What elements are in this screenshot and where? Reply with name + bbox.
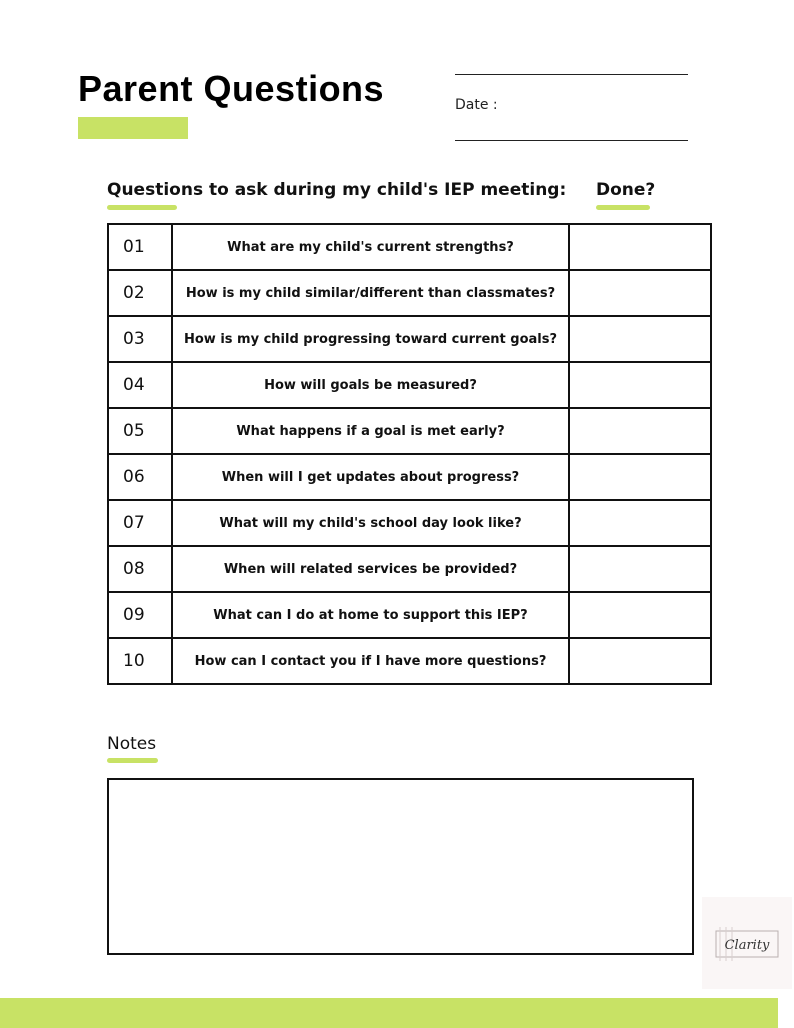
question-text: How is my child progressing toward current goals?: [172, 316, 569, 362]
table-row: [108, 454, 711, 500]
question-text: What are my child's current strengths?: [172, 224, 569, 270]
question-text: What will my child's school day look like?: [172, 500, 569, 546]
logo-text: Clarity: [724, 938, 770, 953]
clarity-logo-icon: [702, 897, 792, 989]
date-top-line: [455, 74, 688, 75]
clarity-logo-mark: [712, 923, 782, 963]
done-checkbox-cell[interactable]: [569, 546, 711, 592]
table-row: [108, 270, 711, 316]
done-checkbox-cell[interactable]: [569, 638, 711, 684]
done-checkbox-cell[interactable]: [569, 454, 711, 500]
table-row: [108, 362, 711, 408]
question-text: When will related services be provided?: [172, 546, 569, 592]
done-heading: Done?: [596, 180, 656, 200]
question-number: 01: [108, 224, 172, 270]
question-number: 02: [108, 270, 172, 316]
question-number: 06: [108, 454, 172, 500]
table-row: [108, 316, 711, 362]
question-text: What can I do at home to support this IEP?: [172, 592, 569, 638]
done-checkbox-cell[interactable]: [569, 362, 711, 408]
notes-label: Notes: [107, 734, 157, 754]
table-row: [108, 224, 711, 270]
done-checkbox-cell[interactable]: [569, 316, 711, 362]
question-text: When will I get updates about progress?: [172, 454, 569, 500]
table-row: [108, 546, 711, 592]
done-checkbox-cell[interactable]: [569, 408, 711, 454]
question-number: 05: [108, 408, 172, 454]
question-text: What happens if a goal is met early?: [172, 408, 569, 454]
table-row: [108, 500, 711, 546]
date-label: Date :: [455, 97, 498, 113]
done-checkbox-cell[interactable]: [569, 500, 711, 546]
done-checkbox-cell[interactable]: [569, 224, 711, 270]
table-row: [108, 638, 711, 684]
done-checkbox-cell[interactable]: [569, 592, 711, 638]
done-checkbox-cell[interactable]: [569, 270, 711, 316]
question-number: 09: [108, 592, 172, 638]
questions-heading-underline: [107, 205, 177, 210]
questions-heading: Questions to ask during my child's IEP meeting:: [107, 180, 567, 200]
question-text: How can I contact you if I have more questions?: [172, 638, 569, 684]
date-field-line[interactable]: [455, 140, 688, 141]
question-text: How is my child similar/different than classmates?: [172, 270, 569, 316]
notes-box[interactable]: [107, 778, 694, 955]
question-number: 03: [108, 316, 172, 362]
notes-label-underline: [107, 758, 158, 763]
questions-table: [107, 223, 712, 685]
question-number: 10: [108, 638, 172, 684]
question-number: 08: [108, 546, 172, 592]
question-number: 07: [108, 500, 172, 546]
page-title: Parent Questions: [78, 68, 385, 109]
question-text: How will goals be measured?: [172, 362, 569, 408]
table-row: [108, 408, 711, 454]
footer-accent-bar: [0, 998, 778, 1028]
table-row: [108, 592, 711, 638]
title-accent-bar: [78, 117, 188, 139]
question-number: 04: [108, 362, 172, 408]
done-heading-underline: [596, 205, 650, 210]
